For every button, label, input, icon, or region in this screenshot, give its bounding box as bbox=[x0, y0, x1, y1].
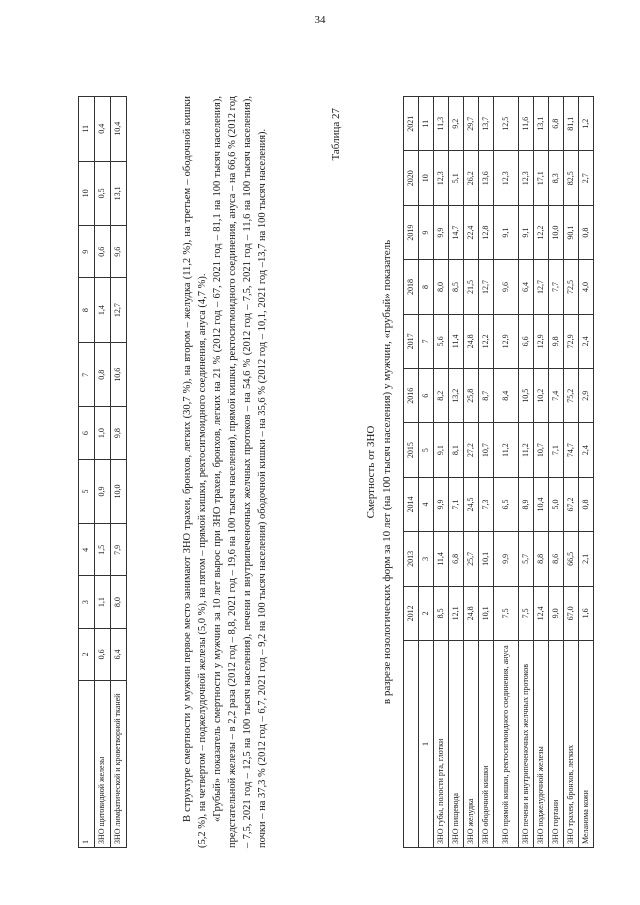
column-number: 6 bbox=[79, 407, 95, 459]
table-caption-subtitle: в разрезе нозологических форм за 10 лет (на 100 тысяч населения) у мужчин, «грубый» показатель bbox=[381, 239, 393, 705]
table-cell: 8,0 bbox=[434, 260, 449, 314]
table-cell: 8,7 bbox=[479, 369, 494, 423]
row-label: ЗНО печени и внутрипеченочных желчных протоков bbox=[519, 641, 534, 848]
table-cell: 12,8 bbox=[479, 205, 494, 259]
table-cell: 1,1 bbox=[95, 576, 111, 628]
table-cell: 6,8 bbox=[549, 97, 564, 151]
table-cell: 82,5 bbox=[564, 151, 579, 205]
table-cell: 7,5 bbox=[494, 586, 519, 640]
table-cell: 0,4 bbox=[95, 97, 111, 162]
table-cell: 8,5 bbox=[449, 260, 464, 314]
column-number: 7 bbox=[419, 314, 434, 368]
column-number: 10 bbox=[79, 161, 95, 226]
table-cell: 0,9 bbox=[95, 459, 111, 524]
table-cell: 74,7 bbox=[564, 423, 579, 477]
table-cell: 1,2 bbox=[579, 97, 594, 151]
row-label: ЗНО губы, полости рта, глотки bbox=[434, 641, 449, 848]
table-cell: 7,5 bbox=[519, 586, 534, 640]
table-cell: 10,1 bbox=[479, 586, 494, 640]
table-cell: 12,7 bbox=[479, 260, 494, 314]
rotated-page-content bbox=[78, 58, 598, 858]
year-header: 2016 bbox=[404, 369, 419, 423]
header-blank bbox=[404, 641, 419, 848]
table-cell: 2,9 bbox=[579, 369, 594, 423]
table-cell: 2,4 bbox=[579, 423, 594, 477]
table-cell: 7,1 bbox=[449, 477, 464, 531]
row-label: Меланома кожи bbox=[579, 641, 594, 848]
table-cell: 10,7 bbox=[479, 423, 494, 477]
column-number: 2 bbox=[419, 586, 434, 640]
numbering-row bbox=[419, 97, 434, 848]
table-cell: 0,8 bbox=[579, 205, 594, 259]
column-number: 8 bbox=[419, 260, 434, 314]
continued-table bbox=[78, 96, 127, 848]
year-header: 2012 bbox=[404, 586, 419, 640]
row-label: ЗНО желудка bbox=[464, 641, 479, 848]
table-cell: 8,3 bbox=[549, 151, 564, 205]
table-cell: 8,1 bbox=[449, 423, 464, 477]
paragraph-structure: В структуре смертности у мужчин первое место занимают ЗНО трахеи, бронхов, легких (30,7 %), на втором – желудка (11,2 %), на третьем – ободочной кишки (5,2 %), на четвертом – поджелудочной железы (5,0 %), на пятом – прямой кишки, ректосигмоидного соединения, ануса (4,7 %). bbox=[182, 96, 208, 848]
column-number: 8 bbox=[79, 278, 95, 343]
table-cell: 1,5 bbox=[95, 524, 111, 576]
table-cell: 25,8 bbox=[464, 369, 479, 423]
table-cell: 10,7 bbox=[534, 423, 549, 477]
year-header: 2013 bbox=[404, 532, 419, 586]
table-cell: 9,9 bbox=[434, 477, 449, 531]
table-row bbox=[549, 97, 564, 848]
column-number: 6 bbox=[419, 369, 434, 423]
paragraph-growth: «Грубый» показатель смертности у мужчин за 10 лет вырос при ЗНО трахеи, бронхов, легких на 21 % (2012 год – 67, 2021 год – 81,1 на 100 тысяч населения), предстательной железы – в 2,2 раза (2012 год – 8,8, 2021 год – 19,6 на 100 тысяч населения), прямой кишки, ректосигмоидного соединения, ануса – на 66,6 % (2012 год – 7,5, 2021 год – 12,5 на 100 тысяч населения), печени и внутрипеченочных желчных протоков – на 54,6 % (2012 год – 7,5, 2021 год – 11,6 на 100 тысяч населения), почки – на 37,3 % (2012 год – 6,7, 2021 год – 9,2 на 100 тысяч населения) ободочной кишки – на 35,6 % (2012 год – 10,1, 2021 год –13,7 на 100 тысяч населения). bbox=[212, 96, 268, 848]
year-header-row bbox=[404, 97, 419, 848]
table-cell: 11,2 bbox=[494, 423, 519, 477]
table-cell: 14,7 bbox=[449, 205, 464, 259]
row-label: ЗНО ободочной кишки bbox=[479, 641, 494, 848]
table-cell: 11,3 bbox=[434, 97, 449, 151]
table-cell: 9,6 bbox=[111, 226, 127, 278]
table-cell: 6,8 bbox=[449, 532, 464, 586]
table-cell: 10,1 bbox=[479, 532, 494, 586]
table-cell: 10,6 bbox=[111, 342, 127, 407]
table-cell: 81,1 bbox=[564, 97, 579, 151]
table-cell: 24,8 bbox=[464, 314, 479, 368]
year-header: 2018 bbox=[404, 260, 419, 314]
table-cell: 10,4 bbox=[111, 97, 127, 162]
table-cell: 7,4 bbox=[549, 369, 564, 423]
page-number: 34 bbox=[314, 14, 326, 26]
table-cell: 2,4 bbox=[579, 314, 594, 368]
column-number: 3 bbox=[419, 532, 434, 586]
column-number: 9 bbox=[79, 226, 95, 278]
table-caption-title: Смертность от ЗНО bbox=[365, 425, 377, 519]
table-cell: 12,4 bbox=[534, 586, 549, 640]
table-cell: 0,8 bbox=[579, 477, 594, 531]
table-cell: 12,5 bbox=[494, 97, 519, 151]
column-number: 10 bbox=[419, 151, 434, 205]
column-number: 2 bbox=[79, 628, 95, 680]
table-cell: 0,6 bbox=[95, 226, 111, 278]
table-row bbox=[579, 97, 594, 848]
table-row bbox=[95, 97, 111, 848]
table-cell: 67,2 bbox=[564, 477, 579, 531]
table-cell: 9,6 bbox=[494, 260, 519, 314]
year-header: 2020 bbox=[404, 151, 419, 205]
table-cell: 8,9 bbox=[519, 477, 534, 531]
table-cell: 27,2 bbox=[464, 423, 479, 477]
column-number: 11 bbox=[79, 97, 95, 162]
year-header: 2015 bbox=[404, 423, 419, 477]
row-label: ЗНО гортани bbox=[549, 641, 564, 848]
table-cell: 9,1 bbox=[434, 423, 449, 477]
table-cell: 8,0 bbox=[111, 576, 127, 628]
table-cell: 5,0 bbox=[549, 477, 564, 531]
table-cell: 6,4 bbox=[111, 628, 127, 680]
table-cell: 10,0 bbox=[549, 205, 564, 259]
table-cell: 13,6 bbox=[479, 151, 494, 205]
table-cell: 10,2 bbox=[534, 369, 549, 423]
year-header: 2019 bbox=[404, 205, 419, 259]
table-cell: 21,5 bbox=[464, 260, 479, 314]
table-row bbox=[519, 97, 534, 848]
row-label: ЗНО пищевода bbox=[449, 641, 464, 848]
table-cell: 7,9 bbox=[111, 524, 127, 576]
table-cell: 12,9 bbox=[534, 314, 549, 368]
table-cell: 8,6 bbox=[549, 532, 564, 586]
table-row bbox=[111, 97, 127, 848]
column-number: 5 bbox=[419, 423, 434, 477]
table-cell: 12,3 bbox=[494, 151, 519, 205]
table-cell: 9,8 bbox=[549, 314, 564, 368]
table-cell: 12,2 bbox=[534, 205, 549, 259]
table-cell: 6,5 bbox=[494, 477, 519, 531]
table-number: Таблица 27 bbox=[330, 108, 342, 161]
table-row bbox=[449, 97, 464, 848]
table-cell: 9,2 bbox=[449, 97, 464, 151]
table-cell: 6,4 bbox=[519, 260, 534, 314]
table-cell: 5,1 bbox=[449, 151, 464, 205]
row-label: ЗНО лимфатической и кроветворной тканей bbox=[111, 681, 127, 848]
table-cell: 22,4 bbox=[464, 205, 479, 259]
table-cell: 12,7 bbox=[534, 260, 549, 314]
table-cell: 8,2 bbox=[434, 369, 449, 423]
table-cell: 0,5 bbox=[95, 161, 111, 226]
table-cell: 2,7 bbox=[579, 151, 594, 205]
table-cell: 67,0 bbox=[564, 586, 579, 640]
table-cell: 9,8 bbox=[111, 407, 127, 459]
table-cell: 10,5 bbox=[519, 369, 534, 423]
table-cell: 8,5 bbox=[434, 586, 449, 640]
row-label: ЗНО щитовидной железы bbox=[95, 681, 111, 848]
year-header: 2021 bbox=[404, 97, 419, 151]
table-cell: 7,1 bbox=[549, 423, 564, 477]
table-cell: 12,3 bbox=[434, 151, 449, 205]
table-cell: 8,8 bbox=[534, 532, 549, 586]
year-header: 2014 bbox=[404, 477, 419, 531]
table-cell: 1,0 bbox=[95, 407, 111, 459]
table-cell: 9,9 bbox=[494, 532, 519, 586]
table-row bbox=[479, 97, 494, 848]
table-cell: 10,4 bbox=[534, 477, 549, 531]
column-number: 3 bbox=[79, 576, 95, 628]
table-cell: 12,9 bbox=[494, 314, 519, 368]
table-cell: 12,2 bbox=[479, 314, 494, 368]
column-number: 1 bbox=[79, 681, 95, 848]
table-cell: 7,7 bbox=[549, 260, 564, 314]
column-number: 5 bbox=[79, 459, 95, 524]
column-number: 9 bbox=[419, 205, 434, 259]
table-row bbox=[534, 97, 549, 848]
mortality-table bbox=[403, 96, 594, 848]
table-cell: 24,8 bbox=[464, 586, 479, 640]
table-cell: 12,7 bbox=[111, 278, 127, 343]
table-cell: 75,2 bbox=[564, 369, 579, 423]
table-cell: 13,1 bbox=[111, 161, 127, 226]
table-cell: 9,9 bbox=[434, 205, 449, 259]
column-number: 4 bbox=[79, 524, 95, 576]
year-header: 2017 bbox=[404, 314, 419, 368]
table-cell: 12,3 bbox=[519, 151, 534, 205]
row-label: ЗНО трахеи, бронхов, легких bbox=[564, 641, 579, 848]
table-cell: 5,7 bbox=[519, 532, 534, 586]
table-cell: 72,5 bbox=[564, 260, 579, 314]
table-cell: 10,0 bbox=[111, 459, 127, 524]
table-row bbox=[494, 97, 519, 848]
table-row bbox=[464, 97, 479, 848]
table-cell: 66,5 bbox=[564, 532, 579, 586]
table-cell: 5,6 bbox=[434, 314, 449, 368]
column-number: 4 bbox=[419, 477, 434, 531]
table-header-row bbox=[79, 97, 95, 848]
table-cell: 24,5 bbox=[464, 477, 479, 531]
table-cell: 11,6 bbox=[519, 97, 534, 151]
table-cell: 7,3 bbox=[479, 477, 494, 531]
column-number: 11 bbox=[419, 97, 434, 151]
table-row bbox=[564, 97, 579, 848]
table-cell: 13,2 bbox=[449, 369, 464, 423]
table-cell: 29,7 bbox=[464, 97, 479, 151]
table-cell: 9,0 bbox=[549, 586, 564, 640]
table-cell: 25,7 bbox=[464, 532, 479, 586]
row-label: ЗНО поджелудочной железы bbox=[534, 641, 549, 848]
table-cell: 9,1 bbox=[494, 205, 519, 259]
table-cell: 8,4 bbox=[494, 369, 519, 423]
table-cell: 26,2 bbox=[464, 151, 479, 205]
table-cell: 13,7 bbox=[479, 97, 494, 151]
table-cell: 9,1 bbox=[519, 205, 534, 259]
column-number: 1 bbox=[419, 641, 434, 848]
table-cell: 17,1 bbox=[534, 151, 549, 205]
table-cell: 11,2 bbox=[519, 423, 534, 477]
table-cell: 11,4 bbox=[434, 532, 449, 586]
table-cell: 1,4 bbox=[95, 278, 111, 343]
table-cell: 13,1 bbox=[534, 97, 549, 151]
column-number: 7 bbox=[79, 342, 95, 407]
row-label: ЗНО прямой кишки, ректосигмоидного соединения, ануса bbox=[494, 641, 519, 848]
table-cell: 90,1 bbox=[564, 205, 579, 259]
table-cell: 11,4 bbox=[449, 314, 464, 368]
table-cell: 1,6 bbox=[579, 586, 594, 640]
table-cell: 4,0 bbox=[579, 260, 594, 314]
table-cell: 6,6 bbox=[519, 314, 534, 368]
table-cell: 12,1 bbox=[449, 586, 464, 640]
table-cell: 72,9 bbox=[564, 314, 579, 368]
table-row bbox=[434, 97, 449, 848]
body-text bbox=[180, 96, 270, 848]
table-cell: 0,8 bbox=[95, 342, 111, 407]
table-cell: 0,6 bbox=[95, 628, 111, 680]
table-cell: 2,1 bbox=[579, 532, 594, 586]
